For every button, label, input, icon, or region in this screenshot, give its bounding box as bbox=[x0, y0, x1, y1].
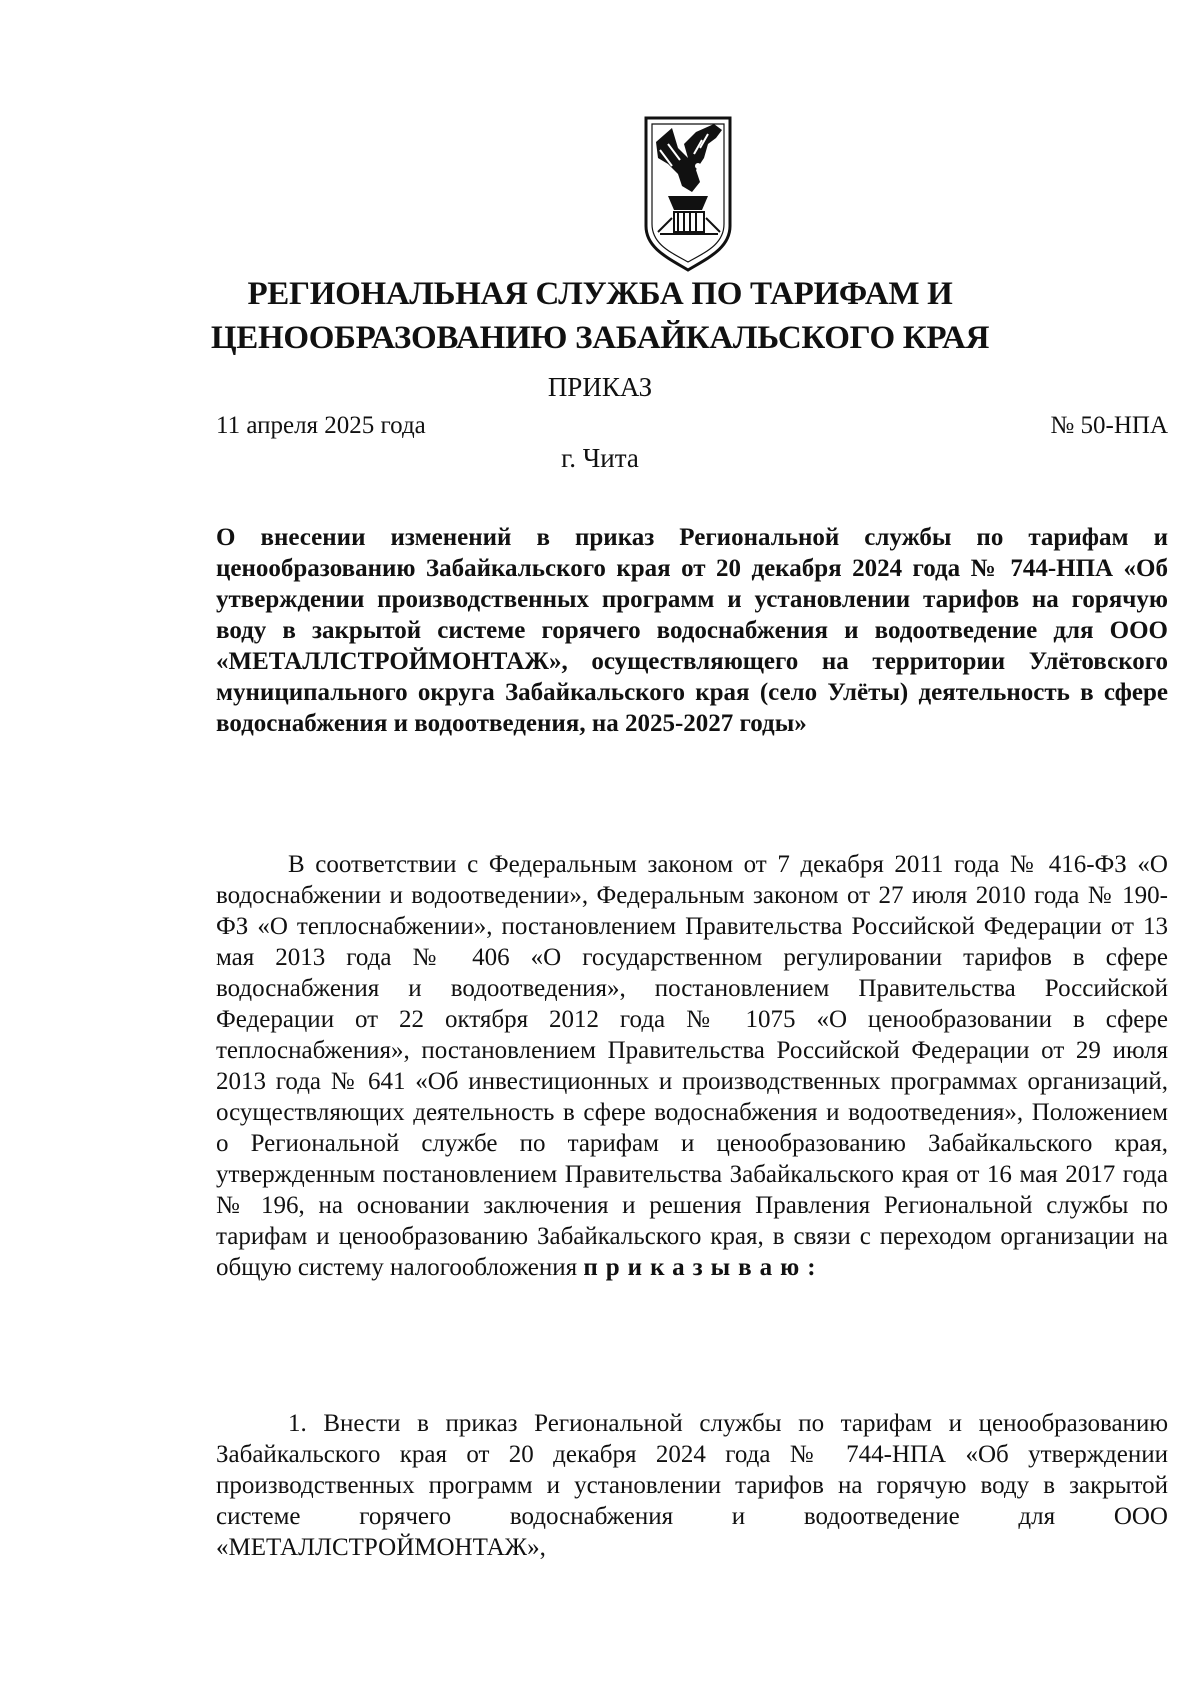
preamble-text: В соответствии с Федеральным законом от 7 декабря 2011 года № 416-ФЗ «О водоснабжении и водоотведении», Федеральным законом от 27 июля 2010 года № 190-ФЗ «О теплоснабжении», постановлением Правительства Российской Федерации от 13 мая 2013 года № 406 «О государственном регулировании тарифов в сфере водоснабжения и водоотведения», постановлением Правительства Российской Федерации от 22 октября 2012 года № 1075 «О ценообразовании в сфере теплоснабжения», постановлением Правительства Российской Федерации от 29 июля 2013 года № 641 «Об инвестиционных и производственных программах организаций, осуществляющих деятельность в сфере водоснабжения и водоотведения», Положением о Региональной службе по тарифам и ценообразованию Забайкальского края, утвержденным постановлением Правительства Забайкальского края от 16 мая 2017 года № 196, на основании заключения и решения Правления Региональной службы по тарифам и ценообразованию Забайкальского края, в связи с переходом организации на общую систему налогообложения bbox=[216, 851, 1168, 1281]
document-title: О внесении изменений в приказ Региональной службы по тарифам и ценообразованию Забайкальского края от 20 декабря 2024 года № 744-НПА «Об утверждении производственных программ и установлении тарифов на горячую воду в закрытой системе горячего водоснабжения и водоотведение для ООО «МЕТАЛЛСТРОЙМОНТАЖ», осуществляющего на территории Улётовского муниципального округа Забайкальского края (село Улёты) деятельность в сфере водоснабжения и водоотведения, на 2025-2027 годы» bbox=[216, 524, 1168, 737]
order-item-1: 1. Внести в приказ Региональной службы по тарифам и ценообразованию Забайкальского края от 20 декабря 2024 года № 744-НПА «Об утверждении производственных программ и установлении тарифов на горячую воду в закрытой системе горячего водоснабжения и водоотведение для ООО «МЕТАЛЛСТРОЙМОНТАЖ», bbox=[216, 1410, 1168, 1561]
document-number: № 50-НПА bbox=[1050, 412, 1168, 439]
document-city: г. Чита bbox=[561, 443, 639, 473]
organization-name bbox=[0, 272, 1200, 360]
decree-word: приказываю: bbox=[583, 1254, 824, 1281]
organization-name-line-2: ЦЕНООБРАЗОВАНИЮ ЗАБАЙКАЛЬСКОГО КРАЯ bbox=[210, 320, 990, 356]
document-type: ПРИКАЗ bbox=[547, 372, 653, 402]
preamble-paragraph bbox=[216, 849, 1168, 1283]
document-date: 11 апреля 2025 года bbox=[216, 412, 426, 439]
coat-of-arms-icon bbox=[638, 114, 738, 272]
organization-name-line-1: РЕГИОНАЛЬНАЯ СЛУЖБА ПО ТАРИФАМ И bbox=[247, 276, 953, 312]
